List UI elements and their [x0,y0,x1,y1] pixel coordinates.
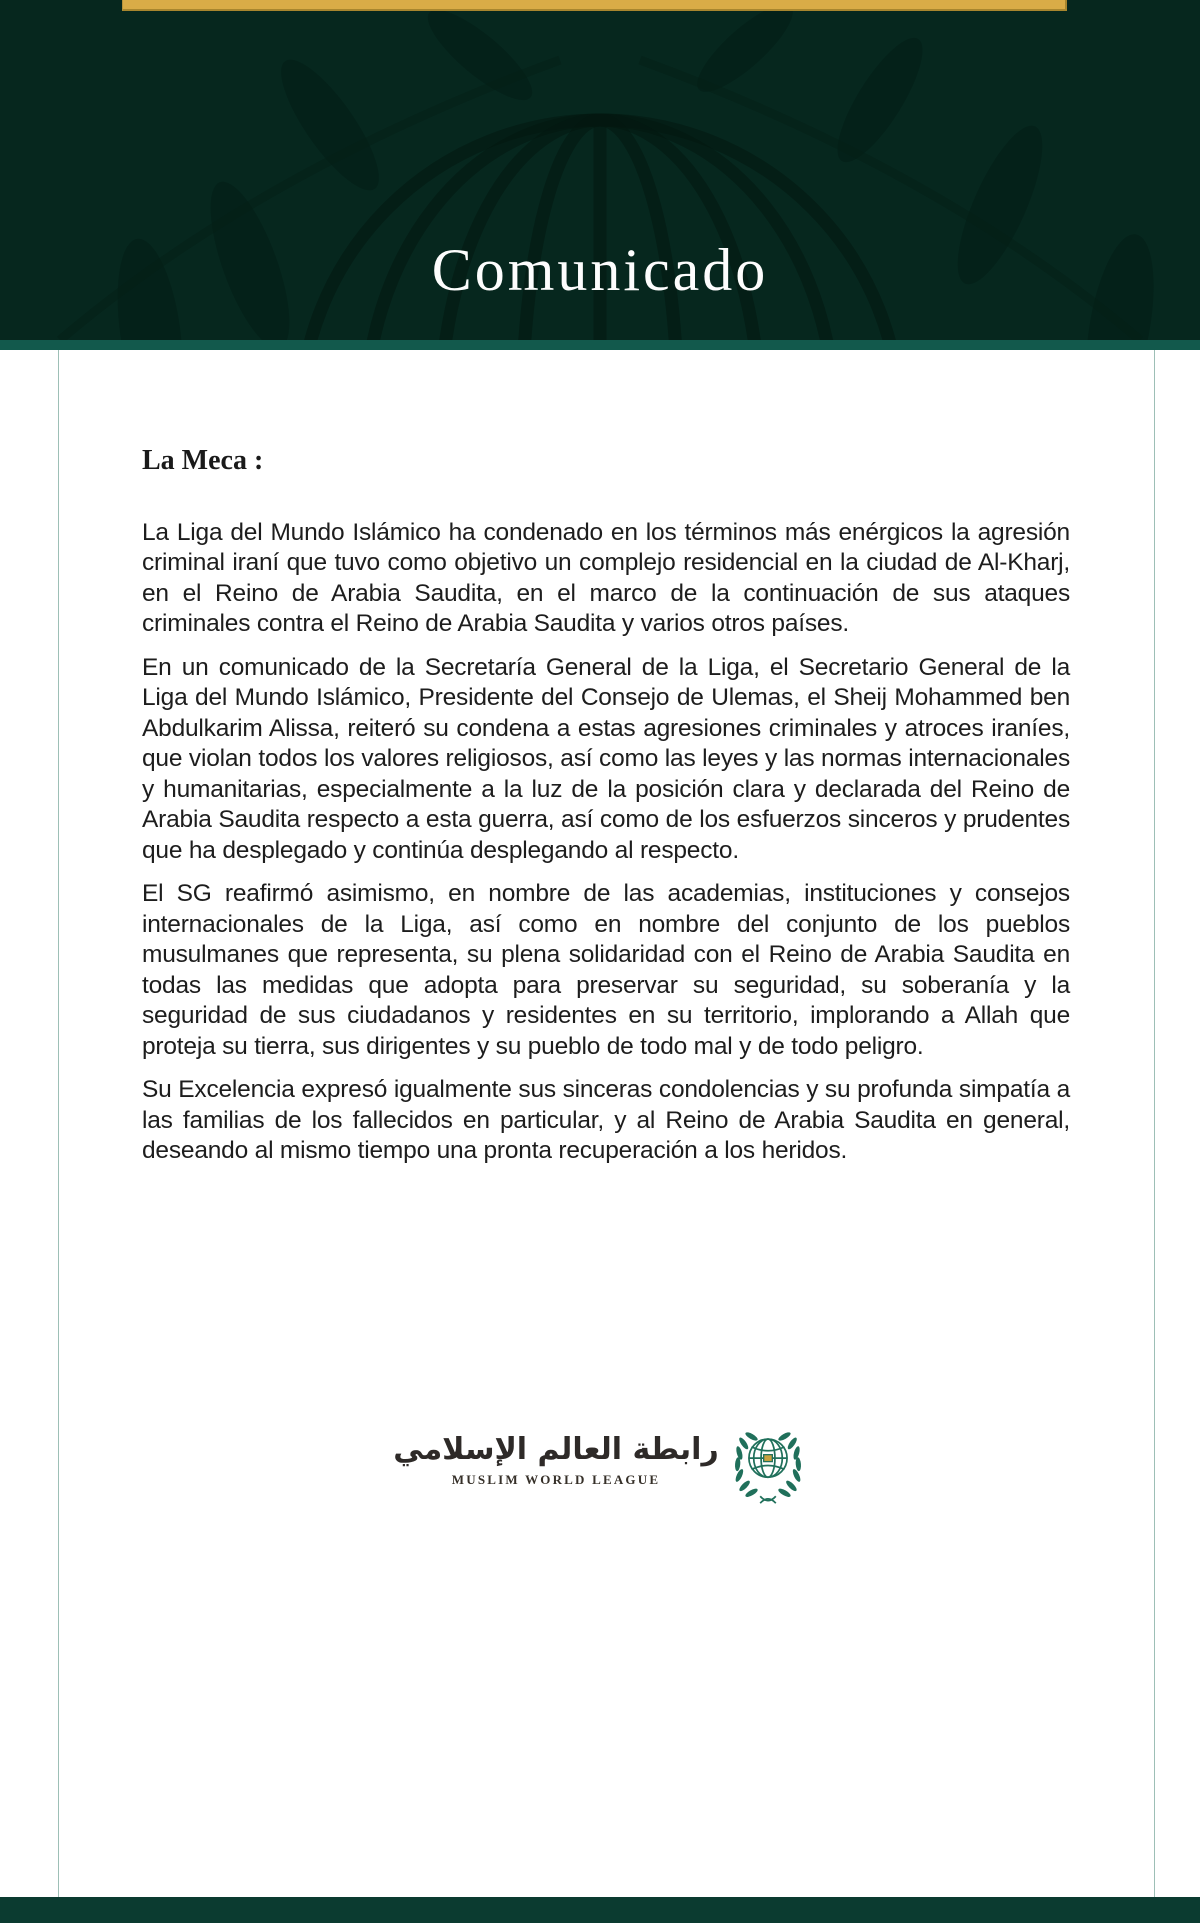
paragraph: En un comunicado de la Secretaría General de la Liga, el Secretario General de la Liga del Mundo Islámico, Presidente del Consejo de Ulemas, el Sheij Mohammed ben Abdulkarim Alissa, reiteró su condena a estas agresiones criminales y atroces iraníes, que violan todos los valores religiosos, así como las leyes y las normas internacionales y humanitarias, especialmente a la luz de la posición clara y declarada del Reino de Arabia Saudita respecto a esta guerra, así como de los esfuerzos sinceros y prudentes que ha desplegado y continúa desplegando al respecto. [142,653,1070,864]
mwl-org-name: MUSLIM WORLD LEAGUE [451,1472,661,1487]
teal-divider-band [0,340,1200,350]
top-gold-bar [122,0,1067,11]
paragraph: Su Excelencia expresó igualmente sus sinceras condolencias y su profunda simpatía a las familias de los fallecidos en particular, y al Reino de Arabia Saudita en general, deseando al mismo tiempo una pronta recuperación a los heridos. [142,1076,1070,1165]
footer-logo [0,1432,1200,1512]
left-border-line [58,350,59,1923]
right-border-line [1154,350,1155,1923]
paragraph: El SG reafirmó asimismo, en nombre de las academias, instituciones y consejos internacionales de la Liga, así como en nombre del conjunto de los pueblos musulmanes que representa, su plena solidaridad con el Reino de Arabia Saudita en todas las medidas que adopta para preservar su seguridad, su soberanía y la seguridad de sus ciudadanos y residentes en su territorio, implorando a Allah que proteja su tierra, sus dirigentes y su pueblo de todo mal y de todo peligro. [142,880,1070,1060]
mwl-logotype [393,1432,719,1488]
communique-body [142,444,1070,1180]
paragraph: La Liga del Mundo Islámico ha condenado en los términos más enérgicos la agresión criminal iraní que tuvo como objetivo un complejo residencial en la ciudad de Al-Kharj, en el Reino de Arabia Saudita, en el marco de la continuación de sus ataques criminales contra el Reino de Arabia Saudita y varios otros países. [142,518,1070,638]
mwl-emblem-icon [729,1432,807,1512]
bottom-footer-bar [0,1897,1200,1923]
header-banner [0,0,1200,340]
page-title: Comunicado [431,237,769,303]
mwl-arabic-logotype: رابطة العالم الإسلامي [393,1432,719,1467]
document-heading: La Meca : [142,445,264,476]
